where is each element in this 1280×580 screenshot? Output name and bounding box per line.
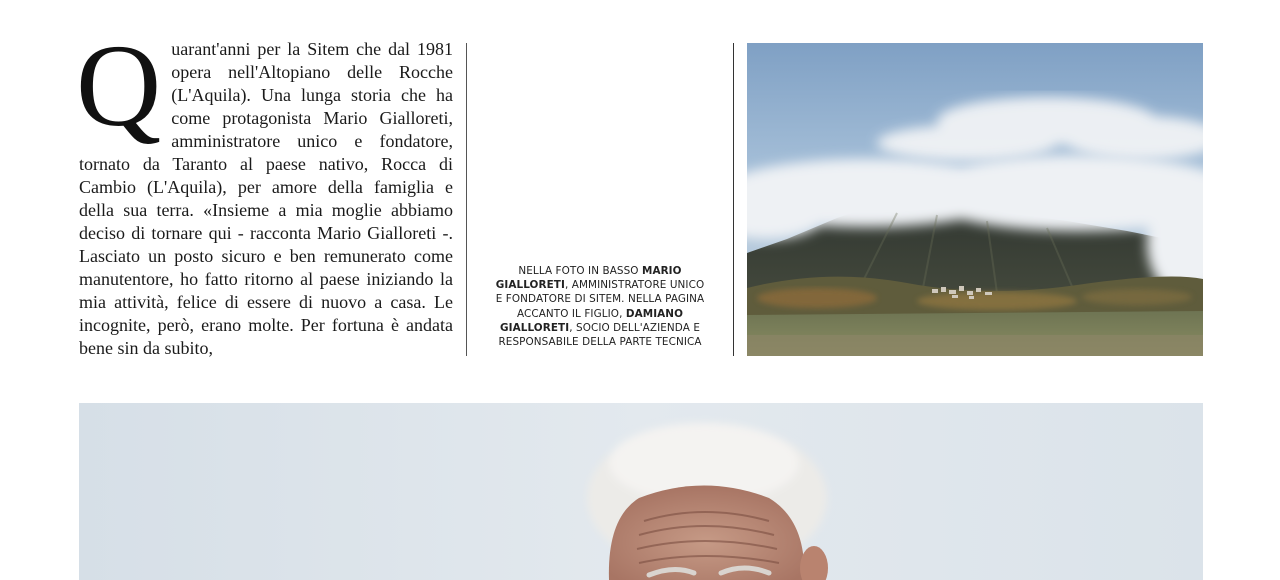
caption-name-damiano: DAMIANO GIALLORETI	[499, 307, 684, 334]
caption-text-2: , AMMINISTRATORE UNICO E FONDATORE DI SITEM. NELLA PAGINA ACCANTO IL FIGLIO,	[495, 279, 705, 320]
caption-text-1: NELLA FOTO IN BASSO	[518, 265, 642, 277]
drop-cap: Q	[76, 20, 162, 151]
article-text	[76, 20, 453, 360]
article-paragraph: uarant'anni per la Sitem che dal 1981 opera nell'Altopiano delle Rocche (L'Aquila). Una lunga storia che ha come protagonista Mario Gialloreti, amministratore unico e fondatore, tornato da Taranto al paese nativo, Rocca di Cambio (L'Aquila), per amore della famiglia e della sua terra. «Insieme a mia moglie abbiamo deciso di tornare qui - racconta Mario Gialloreti -. Lasciato un posto sicuro e ben remunerato come manutentore, ho fatto ritorno al paese iniziando la mia attività, felice di essere di nuovo a casa. Le incognite, però, erano molte. Per fortuna è andata bene sin da subito,	[79, 39, 453, 358]
mountain-landscape-photo	[747, 43, 1203, 356]
photo-caption	[492, 264, 708, 349]
column-divider	[466, 43, 467, 356]
photo-divider	[733, 43, 734, 356]
caption-text-3: , SOCIO DELL'AZIENDA E RESPONSABILE DELLA PARTE TECNICA	[498, 321, 702, 349]
caption-name-mario: MARIO GIALLORETI	[495, 265, 682, 292]
elderly-man-portrait-photo	[79, 403, 1203, 580]
